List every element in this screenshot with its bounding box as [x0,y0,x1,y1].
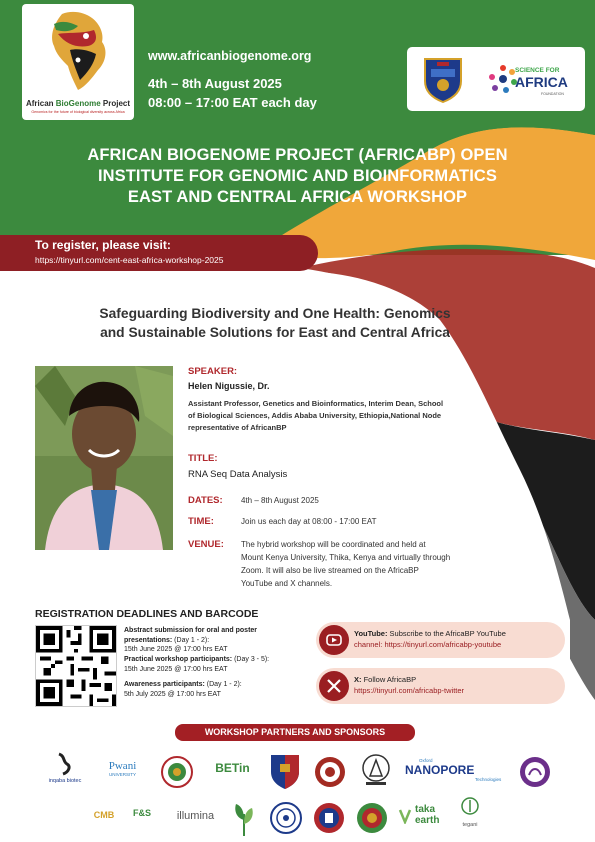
deadline-awareness: Awareness participants: (Day 1 - 2): 5th July 2025 @ 17:00 hrs EAT [124,681,242,698]
workshop-subtitle [60,304,490,342]
betin-logo: BETin [215,761,250,775]
registration-deadlines-heading: REGISTRATION DEADLINES AND BARCODE [35,608,259,620]
header-time-range: 08:00 – 17:00 EAT each day [148,95,317,110]
africa-map-logo-icon [48,10,108,92]
logo-title: African BioGenome Project [25,99,131,108]
tegani-logo: tegani [455,796,485,828]
time-value: Join us each day at 08:00 - 17:00 EAT [241,517,377,526]
logo-subtitle: Genomics for the future of biological diversity across Africa [31,110,125,114]
inqaba-logo: inqaba biotec [40,752,90,784]
venue-line-2: Mount Kenya University, Thika, Kenya and virtually through [241,553,451,562]
speaker-name: Helen Nigussie, Dr. [188,381,270,391]
speaker-label: SPEAKER: [188,366,238,377]
speaker-photo [35,366,173,550]
pwani-logo: Pwani UNIVERSITY [108,760,137,777]
venue-label: VENUE: [188,539,224,550]
workshop-title [22,145,573,208]
purple-seal-icon [518,755,552,789]
university-seal-icon [160,755,194,789]
venue-line-4: YouTube and X channels. [241,579,333,588]
institute-seal-icon [313,755,347,789]
oxford-nanopore-logo: Oxford NANOPORE Technologies [405,758,502,782]
header-date-range: 4th – 8th August 2025 [148,76,282,91]
talk-title: RNA Seq Data Analysis [188,469,288,480]
x-twitter-link[interactable] [316,668,565,704]
youtube-text: YouTube: Subscribe to the AfricaBP YouTube [354,629,506,638]
science-for-label: SCIENCE FOR [515,67,560,74]
subtitle-line-2: and Sustainable Solutions for East and Central Africa [100,325,450,340]
academy-emblem-icon [358,752,394,790]
title-line-3: EAST AND CENTRAL AFRICA WORKSHOP [127,188,468,206]
tegani-icon [459,796,481,820]
cmb-logo: CMB [93,810,115,820]
green-red-seal-icon [355,801,389,835]
venue-line-1: The hybrid workshop will be coordinated and held at [241,540,426,549]
registration-qr-code[interactable] [35,625,117,707]
blue-seal-icon [269,801,303,835]
deadline-practical: Practical workshop participants: (Day 3 - 5): 15th June 2025 @ 17:00 hrs EAT [124,656,270,673]
register-heading: To register, please visit: [35,238,171,252]
taka-earth-leaf-icon [398,808,412,824]
registration-banner [0,235,318,271]
illumina-logo: illumina [176,810,215,822]
website-url: www.africanbiogenome.org [148,49,312,63]
youtube-link[interactable] [316,622,565,658]
africabp-logo [22,4,134,120]
speaker-bio-line-3: representative of AfricanBP [188,423,287,432]
venue-value [241,538,450,590]
speaker-bio-line-2: of Biological Sciences, Addis Ababa University, Ethiopia,National Node [188,411,442,420]
partners-heading: WORKSHOP PARTNERS AND SPONSORS [175,724,415,741]
partner-logos-box [407,47,585,111]
venue-line-3: Zoom. It will also be live streamed on the AfricaBP [241,566,419,575]
title-line-2: INSTITUTE FOR GENOMIC AND BIOINFORMATICS [97,167,498,185]
foundation-label: FOUNDATION [541,92,564,96]
youtube-url[interactable]: channel: https://tinyurl.com/africabp-youtube [354,640,502,649]
plant-logo-icon [228,800,260,838]
africa-label: AFRICA [515,74,568,90]
subtitle-line-1: Safeguarding Biodiversity and One Health: Genomics [99,306,451,321]
youtube-icon [319,625,349,655]
deadline-abstract: Abstract submission for oral and poster presentations: (Day 1 - 2): 15th June 2025 @ 17:00 hrs EAT [124,627,258,653]
dates-value: 4th – 8th August 2025 [241,496,319,505]
dates-label: DATES: [188,495,223,506]
mku-shield-icon [421,55,465,103]
crest-shield-icon [268,752,302,790]
x-text: X: Follow AfricaBP [354,675,417,684]
inqaba-icon [53,752,77,776]
taka-earth-logo: taka earth [398,804,453,826]
register-url[interactable]: https://tinyurl.com/cent-east-africa-workshop-2025 [35,255,224,265]
red-blue-seal-icon [312,801,346,835]
title-line-1: AFRICAN BIOGENOME PROJECT (AFRICABP) OPEN [87,146,508,164]
time-label: TIME: [188,516,214,527]
talk-title-label: TITLE: [188,453,218,464]
speaker-bio [188,398,568,434]
x-logo-icon [319,671,349,701]
x-url[interactable]: https://tinyurl.com/africabp-twitter [354,686,465,695]
fs-logo: F&S [133,808,151,818]
speaker-bio-line-1: Assistant Professor, Genetics and Bioinformatics, Interim Dean, School [188,399,444,408]
